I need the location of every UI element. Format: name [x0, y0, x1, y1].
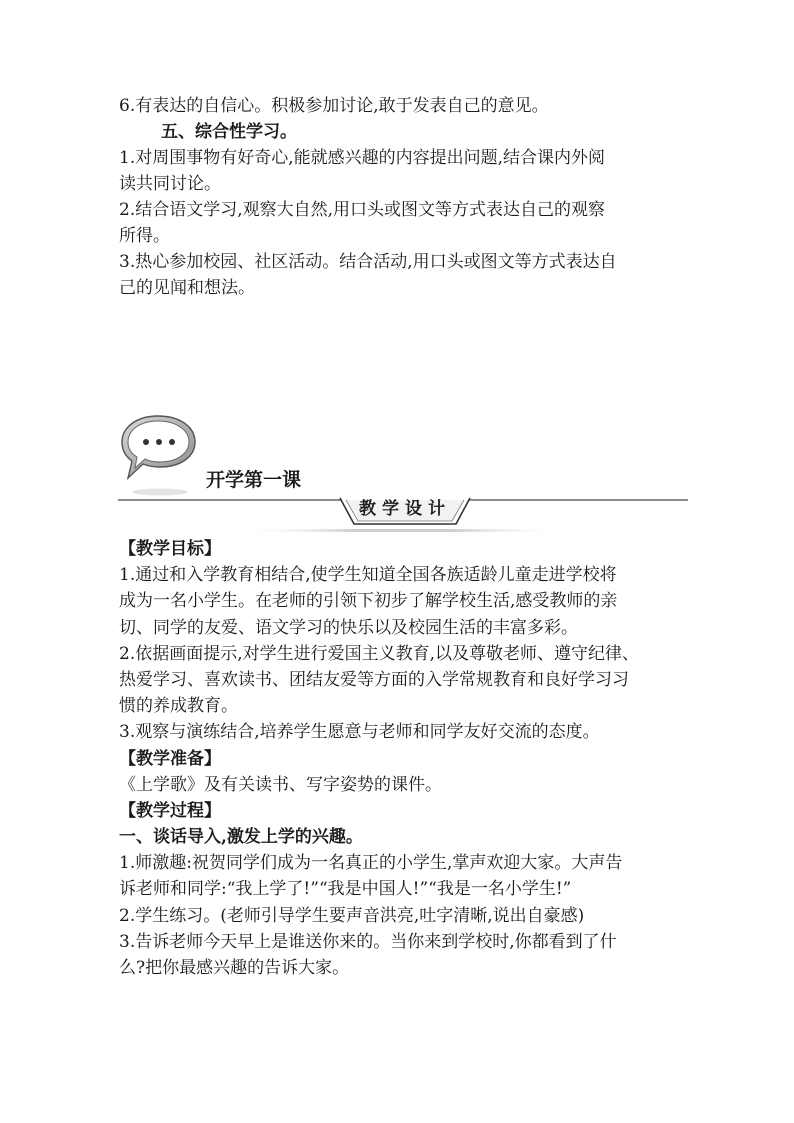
text-line: 2.学生练习。(老师引导学生要声音洪亮,吐字清晰,说出自豪感)	[119, 905, 585, 926]
section-heading: 五、综合性学习。	[161, 122, 297, 142]
text-line: 成为一名小学生。在老师的引领下初步了解学校生活,感受教师的亲	[119, 591, 618, 612]
text-line: 切、同学的友爱、语文学习的快乐以及校园生活的丰富多彩。	[119, 617, 578, 638]
text-line: 读共同讨论。	[119, 174, 221, 194]
text-line: 3.告诉老师今天早上是谁送你来的。当你来到学校时,你都看到了什	[119, 931, 617, 952]
top-section	[119, 93, 699, 301]
text-line: 诉老师和同学:“我上学了!”“我是中国人!”“我是一名小学生!”	[119, 879, 572, 900]
text-line: 6.有表达的自信心。积极参加讨论,敢于发表自己的意见。	[119, 96, 549, 116]
text-line: 己的见闻和想法。	[119, 278, 255, 298]
text-line: 热爱学习、喜欢读书、团结友爱等方面的入学常规教育和良好学习习	[119, 669, 629, 690]
text-line: 3.观察与演练结合,培养学生愿意与老师和同学友好交流的态度。	[119, 722, 600, 743]
section-heading: 【教学准备】	[119, 748, 221, 769]
text-line: 所得。	[119, 226, 170, 246]
banner-label: 教学设计	[359, 499, 451, 519]
text-line: 1.对周围事物有好奇心,能就感兴趣的内容提出问题,结合课内外阅	[119, 148, 606, 168]
text-line: 么?把你最感兴趣的告诉大家。	[119, 958, 350, 978]
section-heading: 【教学目标】	[119, 539, 221, 559]
speech-bubble-icon	[118, 410, 200, 496]
text-line: 2.结合语文学习,观察大自然,用口头或图文等方式表达自己的观察	[119, 200, 606, 220]
section-heading: 【教学过程】	[119, 800, 221, 821]
text-line: 2.依据画面提示,对学生进行爱国主义教育,以及尊敬老师、遵守纪律、	[119, 643, 640, 664]
text-line: 1.师激趣:祝贺同学们成为一名真正的小学生,掌声欢迎大家。大声告	[119, 853, 623, 874]
text-line: 《上学歌》及有关读书、写字姿势的课件。	[119, 774, 442, 795]
main-section	[119, 536, 699, 981]
text-line: 3.热心参加校园、社区活动。结合活动,用口头或图文等方式表达自	[119, 252, 617, 272]
text-line: 1.通过和入学教育相结合,使学生知道全国各族适龄儿童走进学校将	[119, 565, 617, 586]
section-heading: 一、谈话导入,激发上学的兴趣。	[119, 827, 363, 848]
text-line: 惯的养成教育。	[119, 696, 238, 717]
lesson-title: 开学第一课	[206, 469, 302, 491]
